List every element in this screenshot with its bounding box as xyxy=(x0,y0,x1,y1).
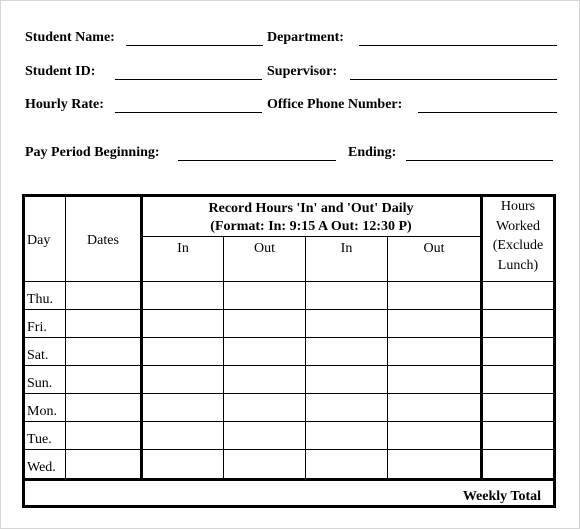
hours-header-line4: Lunch) xyxy=(497,258,539,273)
out1-column-divider xyxy=(305,236,306,478)
day-label: Mon. xyxy=(27,404,57,419)
dates-header: Dates xyxy=(87,233,119,248)
department-label: Department: xyxy=(267,30,344,45)
record-hours-title: Record Hours 'In' and 'Out' Daily xyxy=(208,201,414,216)
in1-header: In xyxy=(177,241,189,256)
row-divider xyxy=(25,337,553,338)
out1-header: Out xyxy=(254,241,275,256)
ending-label: Ending: xyxy=(348,145,397,160)
hourly-rate-field[interactable] xyxy=(115,112,262,113)
timesheet-table xyxy=(22,194,556,508)
in1-column-divider xyxy=(223,236,224,478)
department-field[interactable] xyxy=(359,45,557,46)
day-header: Day xyxy=(27,233,51,248)
day-label: Tue. xyxy=(27,432,52,447)
student-name-label: Student Name: xyxy=(25,30,115,45)
hours-header-line1: Hours xyxy=(500,199,536,214)
ending-field[interactable] xyxy=(406,160,553,161)
row-divider xyxy=(25,393,553,394)
day-label: Fri. xyxy=(27,320,47,335)
header-row-divider xyxy=(25,281,553,282)
office-phone-field[interactable] xyxy=(418,112,557,113)
day-label: Wed. xyxy=(27,460,56,475)
student-id-field[interactable] xyxy=(115,79,262,80)
row-divider xyxy=(25,309,553,310)
weekly-total-label: Weekly Total xyxy=(462,489,541,504)
student-id-label: Student ID: xyxy=(25,64,96,79)
supervisor-field[interactable] xyxy=(350,79,557,80)
day-label: Sat. xyxy=(27,348,49,363)
in2-column-divider xyxy=(387,236,388,478)
pay-period-beginning-label: Pay Period Beginning: xyxy=(25,145,160,160)
record-header-divider xyxy=(142,236,480,237)
supervisor-label: Supervisor: xyxy=(267,64,337,79)
day-label: Thu. xyxy=(27,292,54,307)
hourly-rate-label: Hourly Rate: xyxy=(25,97,104,112)
row-divider xyxy=(25,449,553,450)
record-hours-format: (Format: In: 9:15 A Out: 12:30 P) xyxy=(210,219,412,234)
row-divider xyxy=(25,421,553,422)
day-label: Sun. xyxy=(27,376,53,391)
student-name-field[interactable] xyxy=(126,45,263,46)
row-divider xyxy=(25,365,553,366)
in2-header: In xyxy=(340,241,353,256)
office-phone-label: Office Phone Number: xyxy=(267,97,403,112)
pay-period-beginning-field[interactable] xyxy=(178,160,336,161)
out2-header: Out xyxy=(423,241,445,256)
hours-header-line2: Worked xyxy=(496,219,540,234)
hours-header-line3: (Exclude xyxy=(492,238,544,253)
total-row-divider xyxy=(25,478,553,481)
